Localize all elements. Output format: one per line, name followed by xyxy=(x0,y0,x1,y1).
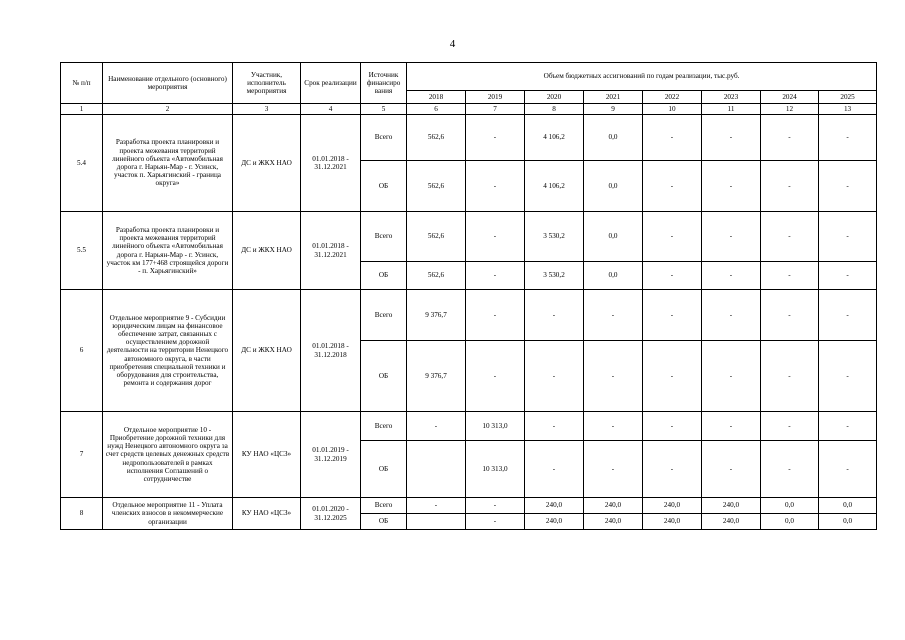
row-term-cell: 01.01.2018 - 31.12.2018 xyxy=(301,290,361,412)
value-cell: - xyxy=(466,514,525,530)
value-cell: - xyxy=(761,441,819,498)
col-header-term: Срок реализации xyxy=(301,63,361,104)
year-header: 2021 xyxy=(584,91,643,104)
value-cell: 0,0 xyxy=(819,498,877,514)
value-cell: 240,0 xyxy=(584,514,643,530)
row-source-cell: ОБ xyxy=(361,441,407,498)
value-cell: - xyxy=(466,262,525,290)
row-participant-cell: ДС и ЖКХ НАО xyxy=(233,115,301,212)
value-cell: 562,6 xyxy=(407,262,466,290)
value-cell: 240,0 xyxy=(702,514,761,530)
value-cell: - xyxy=(702,212,761,262)
value-cell: - xyxy=(466,341,525,412)
column-number: 12 xyxy=(761,104,819,115)
value-cell: 0,0 xyxy=(761,514,819,530)
column-number-row xyxy=(61,104,877,115)
value-cell: 240,0 xyxy=(643,514,702,530)
value-cell: 0,0 xyxy=(584,212,643,262)
value-cell: - xyxy=(819,212,877,262)
table-row xyxy=(61,498,877,514)
value-cell: - xyxy=(525,441,584,498)
col-header-num: № п/п xyxy=(61,63,103,104)
row-participant-cell: ДС и ЖКХ НАО xyxy=(233,212,301,290)
value-cell: - xyxy=(466,290,525,341)
value-cell: 0,0 xyxy=(584,115,643,161)
value-cell: 240,0 xyxy=(584,498,643,514)
value-cell: 0,0 xyxy=(584,161,643,212)
row-source-cell: Всего xyxy=(361,412,407,441)
year-header: 2024 xyxy=(761,91,819,104)
row-participant-cell: КУ НАО «ЦСЗ» xyxy=(233,412,301,498)
value-cell: - xyxy=(702,441,761,498)
year-header: 2022 xyxy=(643,91,702,104)
value-cell: 240,0 xyxy=(525,514,584,530)
value-cell xyxy=(407,441,466,498)
value-cell: 562,6 xyxy=(407,115,466,161)
value-cell: - xyxy=(761,161,819,212)
value-cell: 10 313,0 xyxy=(466,412,525,441)
value-cell: 0,0 xyxy=(819,514,877,530)
row-source-cell: ОБ xyxy=(361,514,407,530)
row-term-cell: 01.01.2018 - 31.12.2021 xyxy=(301,212,361,290)
value-cell: 562,6 xyxy=(407,212,466,262)
value-cell: - xyxy=(819,161,877,212)
value-cell: - xyxy=(643,212,702,262)
value-cell: - xyxy=(643,441,702,498)
page-number: 4 xyxy=(449,38,456,50)
value-cell: - xyxy=(819,412,877,441)
value-cell: - xyxy=(466,212,525,262)
column-number: 6 xyxy=(407,104,466,115)
value-cell: - xyxy=(761,262,819,290)
value-cell: - xyxy=(584,290,643,341)
value-cell: - xyxy=(702,161,761,212)
value-cell: - xyxy=(466,161,525,212)
year-header: 2018 xyxy=(407,91,466,104)
value-cell: 562,6 xyxy=(407,161,466,212)
value-cell: - xyxy=(819,441,877,498)
column-number: 5 xyxy=(361,104,407,115)
value-cell: 0,0 xyxy=(761,498,819,514)
value-cell: - xyxy=(761,290,819,341)
header-row xyxy=(61,63,877,91)
row-name-cell: Разработка проекта планировки и проекта межевания территорий линейного объекта «Автомобильная дорога г. Нарьян-Мар - г. Усинск, участок п. Харьягинский - граница округа» xyxy=(103,115,233,212)
row-name-cell: Разработка проекта планировки и проекта межевания территорий линейного объекта «Автомобильная дорога г. Нарьян-Мар - г. Усинск, участок км 177+468 строящейся дороги - п. Харьягинский» xyxy=(103,212,233,290)
value-cell: - xyxy=(761,412,819,441)
value-cell: - xyxy=(761,212,819,262)
value-cell: - xyxy=(525,412,584,441)
budget-table xyxy=(60,62,877,530)
value-cell: 9 376,7 xyxy=(407,341,466,412)
value-cell: - xyxy=(819,262,877,290)
table-row xyxy=(61,412,877,441)
row-source-cell: ОБ xyxy=(361,341,407,412)
value-cell: - xyxy=(702,290,761,341)
row-number-cell: 5.4 xyxy=(61,115,103,212)
value-cell: - xyxy=(702,412,761,441)
col-header-source: Источник финансиро вания xyxy=(361,63,407,104)
value-cell: - xyxy=(761,115,819,161)
row-number-cell: 8 xyxy=(61,498,103,530)
value-cell: - xyxy=(525,290,584,341)
column-number: 7 xyxy=(466,104,525,115)
column-number: 10 xyxy=(643,104,702,115)
row-number-cell: 7 xyxy=(61,412,103,498)
value-cell: - xyxy=(407,412,466,441)
col-header-volume: Объем бюджетных ассигнований по годам реализации, тыс.руб. xyxy=(407,63,877,91)
value-cell: 240,0 xyxy=(525,498,584,514)
col-header-participant: Участник, исполнитель мероприятия xyxy=(233,63,301,104)
value-cell: - xyxy=(584,412,643,441)
column-number: 8 xyxy=(525,104,584,115)
value-cell: - xyxy=(819,115,877,161)
row-source-cell: ОБ xyxy=(361,262,407,290)
value-cell: 240,0 xyxy=(702,498,761,514)
value-cell: - xyxy=(643,161,702,212)
value-cell: - xyxy=(643,290,702,341)
column-number: 4 xyxy=(301,104,361,115)
value-cell: - xyxy=(702,341,761,412)
row-term-cell: 01.01.2020 - 31.12.2025 xyxy=(301,498,361,530)
value-cell: - xyxy=(819,341,877,412)
row-source-cell: Всего xyxy=(361,498,407,514)
value-cell: 3 530,2 xyxy=(525,262,584,290)
value-cell: - xyxy=(702,115,761,161)
value-cell: - xyxy=(643,341,702,412)
column-number: 11 xyxy=(702,104,761,115)
column-number: 13 xyxy=(819,104,877,115)
col-header-name: Наименование отдельного (основного) мероприятия xyxy=(103,63,233,104)
value-cell: - xyxy=(466,115,525,161)
value-cell: - xyxy=(466,498,525,514)
row-participant-cell: ДС и ЖКХ НАО xyxy=(233,290,301,412)
row-source-cell: ОБ xyxy=(361,161,407,212)
value-cell: - xyxy=(643,412,702,441)
table-row xyxy=(61,115,877,161)
value-cell xyxy=(407,514,466,530)
value-cell: 9 376,7 xyxy=(407,290,466,341)
year-header: 2025 xyxy=(819,91,877,104)
value-cell: - xyxy=(761,341,819,412)
row-number-cell: 5.5 xyxy=(61,212,103,290)
year-header: 2020 xyxy=(525,91,584,104)
year-header: 2023 xyxy=(702,91,761,104)
row-number-cell: 6 xyxy=(61,290,103,412)
row-source-cell: Всего xyxy=(361,290,407,341)
table-row xyxy=(61,212,877,262)
table-row xyxy=(61,290,877,341)
value-cell: - xyxy=(584,341,643,412)
value-cell: - xyxy=(643,115,702,161)
row-name-cell: Отдельное мероприятие 9 - Субсидии юридическим лицам на финансовое обеспечение затрат, связанных с осуществлением дорожной деятельности на территории Ненецкого автономного округа, в части приобретения специальной техники и оборудования для строительства, ремонта и содержания дорог xyxy=(103,290,233,412)
column-number: 9 xyxy=(584,104,643,115)
value-cell: - xyxy=(525,341,584,412)
value-cell: - xyxy=(702,262,761,290)
value-cell: 240,0 xyxy=(643,498,702,514)
year-header: 2019 xyxy=(466,91,525,104)
column-number: 1 xyxy=(61,104,103,115)
value-cell: - xyxy=(407,498,466,514)
value-cell: 10 313,0 xyxy=(466,441,525,498)
row-term-cell: 01.01.2019 - 31.12.2019 xyxy=(301,412,361,498)
value-cell: 3 530,2 xyxy=(525,212,584,262)
row-name-cell: Отдельное мероприятие 10 - Приобретение дорожной техники для нужд Ненецкого автономного округа за счет средств целевых денежных средств недропользователей в рамках исполнения Соглашений о сотрудничестве xyxy=(103,412,233,498)
table-body xyxy=(61,115,877,530)
row-name-cell: Отдельное мероприятие 11 - Уплата членских взносов в некоммерческие организации xyxy=(103,498,233,530)
row-term-cell: 01.01.2018 - 31.12.2021 xyxy=(301,115,361,212)
value-cell: 0,0 xyxy=(584,262,643,290)
row-source-cell: Всего xyxy=(361,212,407,262)
column-number: 3 xyxy=(233,104,301,115)
value-cell: - xyxy=(819,290,877,341)
row-source-cell: Всего xyxy=(361,115,407,161)
column-number: 2 xyxy=(103,104,233,115)
value-cell: 4 106,2 xyxy=(525,115,584,161)
value-cell: - xyxy=(643,262,702,290)
row-participant-cell: КУ НАО «ЦСЗ» xyxy=(233,498,301,530)
value-cell: - xyxy=(584,441,643,498)
value-cell: 4 106,2 xyxy=(525,161,584,212)
